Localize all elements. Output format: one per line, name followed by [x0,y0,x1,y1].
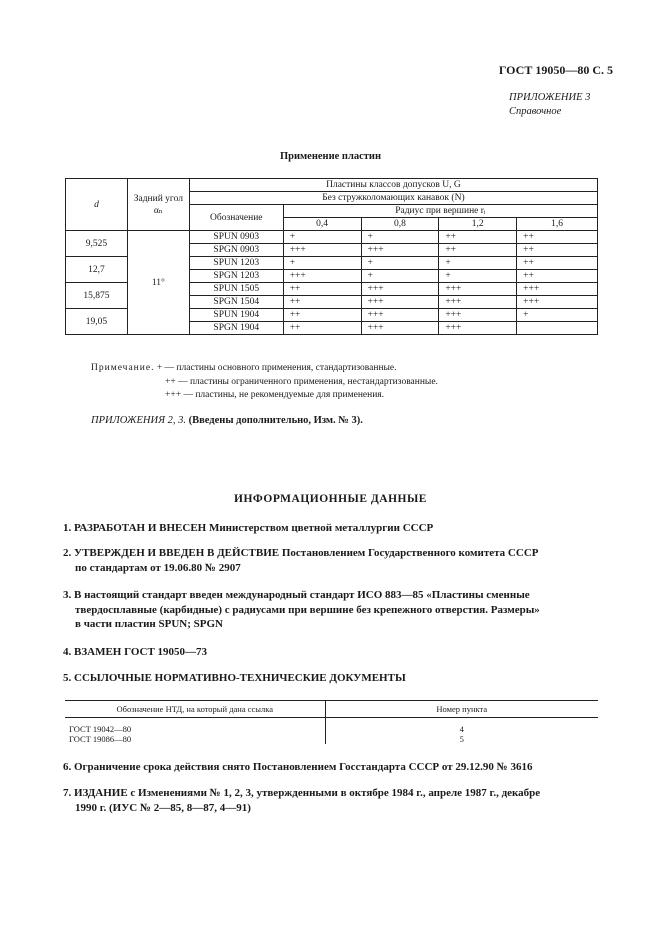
mark: ++ [439,231,517,244]
mark: +++ [517,296,598,309]
column-header-document: Обозначение НТД, на который дана ссылка [65,701,325,718]
mark: +++ [439,283,517,296]
d-value: 19,05 [66,309,128,335]
mark: ++ [517,257,598,270]
mark [517,322,598,335]
note-line: + — пластины основного применения, стандартизованные. [156,363,397,373]
table-title: Применение пластин [279,151,382,162]
designation: SPUN 1203 [189,257,283,270]
reference-document: ГОСТ 19086—80 [65,734,325,744]
appendix-kind: Справочное [509,106,562,117]
info-item-5: 5. ССЫЛОЧНЫЕ НОРМАТИВНО-ТЕХНИЧЕСКИЕ ДОКУМЕНТЫ [63,672,406,684]
designation: SPGN 1504 [189,296,283,309]
column-header-angle: Задний угол αₙ [127,179,189,231]
d-value: 15,875 [66,283,128,309]
info-section-title: ИНФОРМАЦИОННЫЕ ДАННЫЕ [234,493,427,505]
info-item-line: 7. ИЗДАНИЕ с Изменениями № 1, 2, 3, утвержденными в октябре 1984 г., апреле 1987 г., декабре [63,787,541,799]
info-item-4: 4. ВЗАМЕН ГОСТ 19050—73 [63,646,208,658]
d-value: 12,7 [66,257,128,283]
mark: +++ [439,309,517,322]
designation: SPGN 1203 [189,270,283,283]
radius-value: 1,6 [517,218,598,231]
mark: + [361,270,439,283]
angle-value: 11° [127,231,189,335]
info-item-6: 6. Ограничение срока действия снято Постановлением Госстандарта СССР от 29.12.90 № 3616 [63,761,533,773]
mark: +++ [361,309,439,322]
info-item-2 [63,546,599,575]
mark: +++ [361,296,439,309]
info-item-line: 3. В настоящий стандарт введен международный стандарт ИСО 883—85 «Пластины сменные [63,589,530,601]
appendix-label [509,91,590,119]
radius-value: 0,4 [283,218,361,231]
mark: + [517,309,598,322]
mark: ++ [283,296,361,309]
mark: +++ [439,322,517,335]
note-label: Примечание. [91,363,155,373]
mark: +++ [361,244,439,257]
mark: +++ [517,283,598,296]
mark: + [283,231,361,244]
mark: ++ [283,309,361,322]
mark: ++ [517,244,598,257]
appendices-note [91,415,363,426]
mark: + [283,257,361,270]
d-value: 9,525 [66,231,128,257]
reference-point: 4 [459,724,464,734]
reference-point: 5 [459,734,464,744]
mark: ++ [517,231,598,244]
mark: ++ [517,270,598,283]
table-row [66,231,598,244]
radius-value: 0,8 [361,218,439,231]
note-line: +++ — пластины, не рекомендуемые для применения. [165,390,385,400]
appendix-number: ПРИЛОЖЕНИЕ 3 [509,92,591,103]
table-row [65,734,598,744]
mark: +++ [361,322,439,335]
mark: +++ [283,244,361,257]
info-item-line: в части пластин SPUN; SPGN [75,618,223,630]
group-header: Пластины классов допусков U, G [189,179,597,192]
references-table [65,700,598,744]
note-line: ++ — пластины ограниченного применения, нестандартизованные. [165,376,438,387]
table-row [65,724,598,734]
column-header-d: d [66,179,128,231]
info-item-line: 1990 г. (ИУС № 2—85, 8—87, 4—91) [75,801,251,814]
mark: ++ [283,322,361,335]
appendices-note-bold: (Введены дополнительно, Изм. № 3). [188,415,363,426]
mark: +++ [361,283,439,296]
designation: SPUN 1505 [189,283,283,296]
table-note [91,362,438,403]
mark: +++ [283,270,361,283]
column-header-point: Номер пункта [325,701,598,718]
mark: + [439,270,517,283]
info-item-line: 2. УТВЕРЖДЕН И ВВЕДЕН В ДЕЙСТВИЕ Постановлением Государственного комитета СССР [63,547,539,559]
info-item-1: 1. РАЗРАБОТАН И ВНЕСЕН Министерством цветной металлургии СССР [63,522,434,534]
document-reference: ГОСТ 19050—80 С. 5 [498,63,613,77]
mark: +++ [439,296,517,309]
mark: + [361,231,439,244]
radius-value: 1,2 [439,218,517,231]
info-item-line: по стандартам от 19.06.80 № 2907 [75,561,241,574]
appendices-note-italic: ПРИЛОЖЕНИЯ 2, 3. [91,415,186,426]
subgroup-header: Без стружколомающих канавок (N) [189,192,597,205]
info-item-7 [63,786,599,815]
mark: + [439,257,517,270]
mark: ++ [439,244,517,257]
designation: SPGN 1904 [189,322,283,335]
info-item-3 [63,588,599,632]
info-item-line: твердосплавные (карбидные) с радиусами при вершине без крепежного отверстия. Размеры» [75,603,540,616]
mark: ++ [283,283,361,296]
designation: SPGN 0903 [189,244,283,257]
column-header-designation: Обозначение [189,205,283,231]
radius-header: Радиус при вершине rᵢ [283,205,597,218]
mark: + [361,257,439,270]
designation: SPUN 0903 [189,231,283,244]
plates-application-table [65,178,598,335]
reference-document: ГОСТ 19042—80 [65,724,325,734]
designation: SPUN 1904 [189,309,283,322]
